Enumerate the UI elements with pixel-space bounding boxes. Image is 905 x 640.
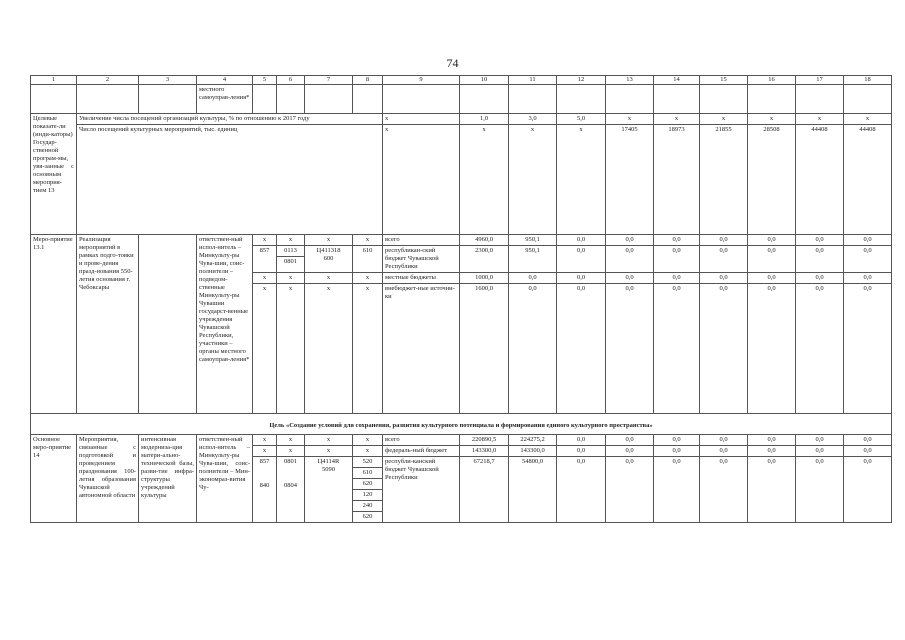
- table-cell: [305, 246, 353, 273]
- table-cell: x: [796, 114, 844, 125]
- table-cell: x: [305, 435, 353, 446]
- table-cell: x: [353, 235, 383, 246]
- program-table: [30, 75, 892, 523]
- table-cell: 2300,0: [460, 246, 509, 273]
- measure-task: интенсивная модерниза-ция матери-ально-технической базы, разви-тие инфра-структуры учреждений культуры: [139, 435, 197, 523]
- table-cell: 0,0: [654, 435, 700, 446]
- table-cell: 0,0: [654, 446, 700, 457]
- header-cell: 18: [844, 76, 892, 85]
- table-cell: 0,0: [557, 457, 606, 523]
- table-cell: x: [305, 446, 353, 457]
- header-cell: 3: [139, 76, 197, 85]
- indicator-text: Число посещений культурных мероприятий, тыс. единиц: [77, 125, 383, 235]
- header-cell: 5: [253, 76, 277, 85]
- table-cell: 0,0: [700, 457, 748, 523]
- table-cell: [253, 457, 277, 523]
- cell-part: 240: [353, 500, 382, 511]
- table-cell: 54800,0: [509, 457, 557, 523]
- table-cell: 0,0: [748, 457, 796, 523]
- goal-row: [31, 414, 892, 435]
- table-row: [31, 85, 892, 114]
- indicators-label: Целевые показате-ли (инди-каторы) Государ-ственной програм-мы, увя-занные с основным мероприя-тием 13: [31, 114, 77, 235]
- table-cell: 0,0: [700, 284, 748, 414]
- table-cell: 44408: [796, 125, 844, 235]
- table-cell: 0,0: [557, 246, 606, 273]
- cell-part: 840: [259, 482, 270, 489]
- cell-part: 620: [353, 511, 382, 522]
- table-cell: 1000,0: [460, 273, 509, 284]
- table-cell: x: [748, 114, 796, 125]
- cell-part: 5090: [322, 466, 335, 473]
- table-cell: x: [253, 284, 277, 414]
- table-cell: x: [557, 125, 606, 235]
- cell-part: 857: [259, 458, 270, 465]
- measure-label: Основное меро-приятие 14: [31, 435, 77, 523]
- table-cell: x: [844, 114, 892, 125]
- table-cell: 0,0: [654, 246, 700, 273]
- funding-source: республикан-ский бюджет Чувашской Республики: [383, 246, 460, 273]
- table-cell: 67218,7: [460, 457, 509, 523]
- table-cell: 0,0: [748, 435, 796, 446]
- table-cell: 0,0: [509, 273, 557, 284]
- header-cell: 1: [31, 76, 77, 85]
- table-cell: [305, 457, 353, 523]
- table-row: [31, 435, 892, 446]
- table-cell: 0,0: [654, 457, 700, 523]
- table-cell: x: [509, 125, 557, 235]
- table-cell: 0,0: [557, 235, 606, 246]
- table-cell: 0,0: [844, 246, 892, 273]
- cell-part: 600: [323, 255, 334, 262]
- funding-source: федераль-ный бюджет: [383, 446, 460, 457]
- table-cell: 0,0: [844, 435, 892, 446]
- table-cell: 220890,5: [460, 435, 509, 446]
- table-cell: x: [253, 235, 277, 246]
- table-cell: 0,0: [796, 246, 844, 273]
- header-cell: 16: [748, 76, 796, 85]
- header-cell: 8: [353, 76, 383, 85]
- cell-part: Ц411318: [316, 247, 341, 254]
- table-cell: [277, 246, 305, 273]
- table-cell: 143300,0: [509, 446, 557, 457]
- header-cell: 11: [509, 76, 557, 85]
- goal-text: Цель «Создание условий для сохранения, развития культурного потенциала и формирования единого культурного пространства»: [31, 414, 892, 435]
- table-cell: 950,1: [509, 246, 557, 273]
- page-number: 74: [446, 56, 459, 70]
- table-cell: 0,0: [844, 457, 892, 523]
- header-cell: 6: [277, 76, 305, 85]
- cell-part: 520: [362, 458, 373, 465]
- table-cell: 44408: [844, 125, 892, 235]
- table-cell: x: [353, 273, 383, 284]
- table-cell: 1600,0: [460, 284, 509, 414]
- funding-source: внебюджет-ные источни-ки: [383, 284, 460, 414]
- table-cell: 0,0: [509, 284, 557, 414]
- header-cell: 9: [383, 76, 460, 85]
- table-cell: 28508: [748, 125, 796, 235]
- table-row: [31, 114, 892, 125]
- table-cell: 0,0: [700, 235, 748, 246]
- table-cell: 0,0: [654, 284, 700, 414]
- table-cell: x: [277, 284, 305, 414]
- cell-part: 620: [353, 478, 382, 489]
- table-cell: x: [277, 446, 305, 457]
- table-cell: 0,0: [700, 273, 748, 284]
- header-cell: 13: [606, 76, 654, 85]
- table-cell: 0,0: [748, 446, 796, 457]
- table-cell: 143300,0: [460, 446, 509, 457]
- table-cell: 950,1: [509, 235, 557, 246]
- table-cell: [277, 457, 305, 523]
- measure-name: Реализация мероприятий в рамках подго-товки и прове-дения празд-нования 550-летия основания г. Чебоксары: [77, 235, 139, 414]
- table-cell: x: [353, 435, 383, 446]
- table-cell: x: [305, 284, 353, 414]
- table-cell: 0,0: [557, 446, 606, 457]
- funding-source: местные бюджеты: [383, 273, 460, 284]
- table-row: [31, 125, 892, 235]
- table-cell: 1,0: [460, 114, 509, 125]
- table-cell: 0,0: [606, 446, 654, 457]
- header-cell: 12: [557, 76, 606, 85]
- measure-label: Меро-приятие 13.1: [31, 235, 77, 414]
- table-cell: 0,0: [796, 446, 844, 457]
- table-cell: 610: [353, 246, 383, 273]
- responsible-cell: ответствен-ный испол-нитель – Минкульту-ры Чува-шии, соис-полнители – подведом-ственные Минкульту-ры Чувашии государст-венные учреждения Чувашской Республики, участники – органы местного самоуправ-ления*: [197, 235, 253, 414]
- header-cell: 14: [654, 76, 700, 85]
- table-cell: x: [253, 446, 277, 457]
- table-cell: 0,0: [606, 284, 654, 414]
- table-cell: 0,0: [748, 284, 796, 414]
- table-cell: 0,0: [796, 457, 844, 523]
- cell-part: 0804: [284, 482, 297, 489]
- header-cell: 7: [305, 76, 353, 85]
- table-cell: x: [460, 125, 509, 235]
- cell-part: 120: [353, 489, 382, 500]
- table-cell: 0,0: [654, 273, 700, 284]
- table-cell: 5,0: [557, 114, 606, 125]
- table-cell: 18973: [654, 125, 700, 235]
- cell-part: 610: [353, 467, 382, 478]
- table-cell: 0,0: [796, 284, 844, 414]
- responsible-cell: ответствен-ный испол-нитель – Минкульту-ры Чува-шии, соис-полнители – Мин-экономраз-вития Чу-: [197, 435, 253, 523]
- table-cell: 0,0: [557, 435, 606, 446]
- table-cell: x: [383, 125, 460, 235]
- table-cell: 0,0: [606, 246, 654, 273]
- table-cell: 0,0: [606, 435, 654, 446]
- table-cell: x: [277, 235, 305, 246]
- table-cell: 4960,0: [460, 235, 509, 246]
- cell-part: Ц4114R: [317, 458, 340, 465]
- table-cell: 0,0: [606, 457, 654, 523]
- table-cell: 0,0: [748, 235, 796, 246]
- table-cell: 0,0: [796, 273, 844, 284]
- cell-part: 0113: [284, 247, 297, 254]
- table-cell: 21855: [700, 125, 748, 235]
- table-cell: x: [383, 114, 460, 125]
- table-cell: 0,0: [844, 273, 892, 284]
- table-cell: 17405: [606, 125, 654, 235]
- table-cell: x: [253, 435, 277, 446]
- table-cell: 0,0: [796, 435, 844, 446]
- table-cell: x: [305, 235, 353, 246]
- table-cell: [353, 457, 383, 523]
- table-cell: x: [353, 284, 383, 414]
- table-cell: x: [277, 273, 305, 284]
- table-cell: x: [654, 114, 700, 125]
- measure-name: Мероприятия, связанные с подготовкой и проведением празднования 100-летия образования Чувашской автономной области: [77, 435, 139, 523]
- table-cell: 0,0: [606, 273, 654, 284]
- table-cell: 0,0: [700, 246, 748, 273]
- table-cell: 0,0: [748, 246, 796, 273]
- table-cell: 0,0: [748, 273, 796, 284]
- table-cell: 857: [253, 246, 277, 273]
- indicator-text: Увеличение числа посещений организаций культуры, % по отношению к 2017 году: [77, 114, 383, 125]
- column-number-row: [31, 76, 892, 85]
- funding-source: всего: [383, 435, 460, 446]
- header-cell: 2: [77, 76, 139, 85]
- table-cell: x: [606, 114, 654, 125]
- table-cell: 224275,2: [509, 435, 557, 446]
- table-cell: 0,0: [557, 284, 606, 414]
- table-cell: 0,0: [844, 446, 892, 457]
- table-cell: 3,0: [509, 114, 557, 125]
- header-cell: 10: [460, 76, 509, 85]
- cell-part: 0801: [277, 256, 304, 266]
- carry-cell: местного самоуправ-ления*: [197, 85, 253, 114]
- header-cell: 15: [700, 76, 748, 85]
- table-row: [31, 235, 892, 246]
- funding-source: республи-канский бюджет Чувашской Республики: [383, 457, 460, 523]
- table-cell: x: [700, 114, 748, 125]
- table-cell: x: [305, 273, 353, 284]
- cell-part: 0801: [284, 458, 297, 465]
- table-cell: 0,0: [606, 235, 654, 246]
- table-cell: x: [353, 446, 383, 457]
- table-cell: 0,0: [844, 284, 892, 414]
- table-cell: 0,0: [654, 235, 700, 246]
- funding-source: всего: [383, 235, 460, 246]
- table-cell: 0,0: [796, 235, 844, 246]
- header-cell: 17: [796, 76, 844, 85]
- table-cell: x: [253, 273, 277, 284]
- table-cell: 0,0: [700, 446, 748, 457]
- table-cell: 0,0: [700, 435, 748, 446]
- table-cell: 0,0: [844, 235, 892, 246]
- table-cell: x: [277, 435, 305, 446]
- table-cell: 0,0: [557, 273, 606, 284]
- header-cell: 4: [197, 76, 253, 85]
